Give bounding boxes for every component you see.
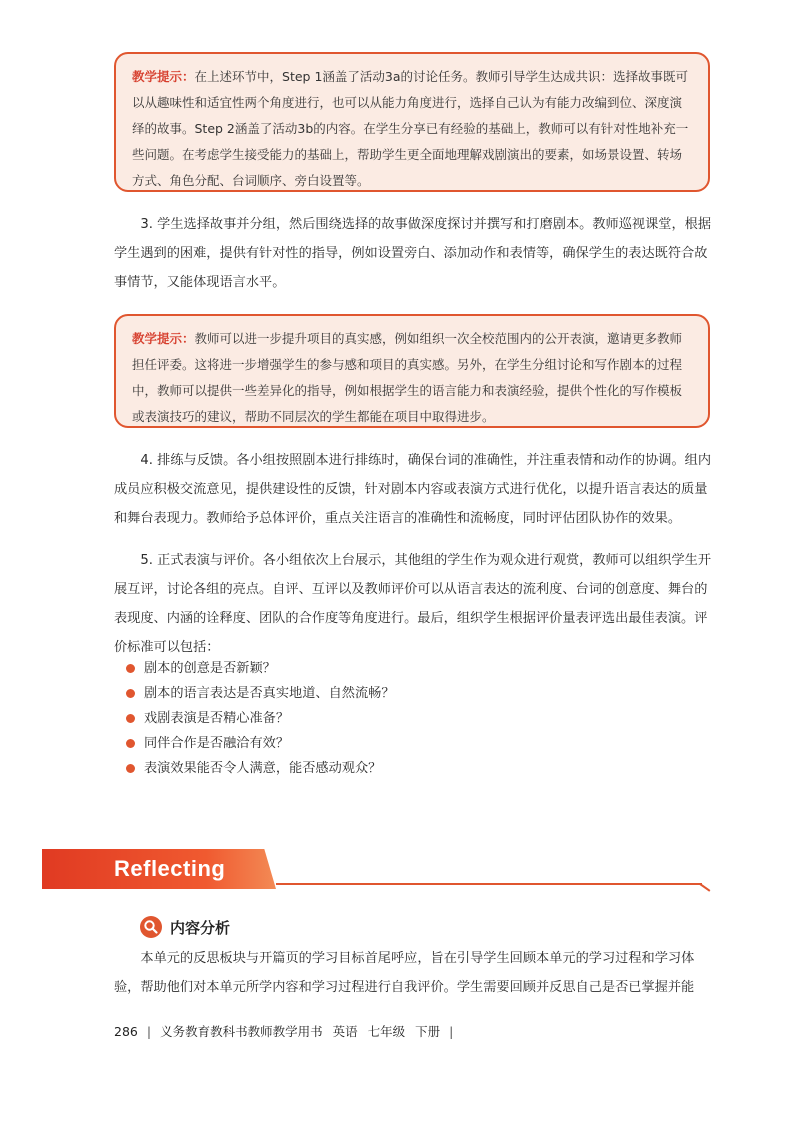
section-rule-end <box>699 883 710 892</box>
list-item: 剧本的语言表达是否真实地道、自然流畅？ <box>114 681 395 706</box>
book-title: 义务教育教科书教师教学用书 <box>160 1024 323 1039</box>
tip-label: 教学提示： <box>132 331 195 346</box>
footer-divider: | <box>146 1023 152 1039</box>
bullet-dot-icon <box>126 664 135 673</box>
bullet-dot-icon <box>126 714 135 723</box>
page-footer <box>114 1022 462 1040</box>
footer-divider: | <box>449 1023 454 1039</box>
subject: 英语 <box>332 1024 358 1039</box>
paragraph-step-5: 5. 正式表演与评价。各小组依次上台展示，其他组的学生作为观众进行观赏，教师可以组织学生开展互评，讨论各组的亮点。自评、互评以及教师评价可以从语言表达的流利度、台词的创意度、舞台的表现度、内涵的诠释度、团队的合作度等角度进行。最后，组织学生根据评价量表评选出最佳表演。评价标准可以包括： <box>114 553 712 655</box>
section-title: Reflecting <box>114 856 226 881</box>
teaching-tip-box-1 <box>114 52 710 192</box>
paragraph-analysis: 本单元的反思板块与开篇页的学习目标首尾呼应，旨在引导学生回顾本单元的学习过程和学习体验，帮助他们对本单元所学内容和学习过程进行自我评价。学生需要回顾并反思自己是否已掌握并能 <box>114 951 695 995</box>
list-item: 表演效果能否令人满意，能否感动观众？ <box>114 756 395 781</box>
bullet-dot-icon <box>126 689 135 698</box>
list-item: 同伴合作是否融洽有效？ <box>114 731 395 756</box>
page-number: 286 <box>114 1023 138 1039</box>
list-item: 剧本的创意是否新颖？ <box>114 656 395 681</box>
list-item: 戏剧表演是否精心准备？ <box>114 706 395 731</box>
teaching-tip-box-2 <box>114 314 710 428</box>
subsection-heading <box>140 916 230 938</box>
bullet-dot-icon <box>126 739 135 748</box>
tip-text: 在上述环节中，Step 1涵盖了活动3a的讨论任务。教师引导学生达成共识：选择故事既可以从趣味性和适宜性两个角度进行，也可以从能力角度进行，选择自己认为有能力改编到位、深度演绎的故事。Step 2涵盖了活动3b的内容。在学生分享已有经验的基础上，教师可以有针对性地补充一些问题。在考虑学生接受能力的基础上，帮助学生更全面地理解戏剧演出的要素，如场景设置、转场方式、角色分配、台词顺序、旁白设置等。 <box>132 69 689 188</box>
criteria-list <box>114 656 395 781</box>
volume: 下册 <box>415 1024 441 1039</box>
search-icon <box>140 916 162 938</box>
section-rule <box>276 883 702 885</box>
grade: 七年级 <box>367 1024 406 1039</box>
bullet-dot-icon <box>126 764 135 773</box>
subsection-title: 内容分析 <box>170 918 231 937</box>
paragraph-step-3: 3. 学生选择故事并分组，然后围绕选择的故事做深度探讨并撰写和打磨剧本。教师巡视课堂，根据学生遇到的困难，提供有针对性的指导，例如设置旁白、添加动作和表情等，确保学生的表达既符合故事情节，又能体现语言水平。 <box>114 217 712 290</box>
tip-text: 教师可以进一步提升项目的真实感，例如组织一次全校范围内的公开表演，邀请更多教师担任评委。这将进一步增强学生的参与感和项目的真实感。另外，在学生分组讨论和写作剧本的过程中，教师可以提供一些差异化的指导，例如根据学生的语言能力和表演经验，提供个性化的写作模板或表演技巧的建议，帮助不同层次的学生都能在项目中取得进步。 <box>132 331 683 424</box>
tip-label: 教学提示： <box>132 69 195 84</box>
paragraph-step-4: 4. 排练与反馈。各小组按照剧本进行排练时，确保台词的准确性，并注重表情和动作的协调。组内成员应积极交流意见，提供建设性的反馈，针对剧本内容或表演方式进行优化，以提升语言表达的质量和舞台表现力。教师给予总体评价，重点关注语言的准确性和流畅度，同时评估团队协作的效果。 <box>114 453 712 526</box>
